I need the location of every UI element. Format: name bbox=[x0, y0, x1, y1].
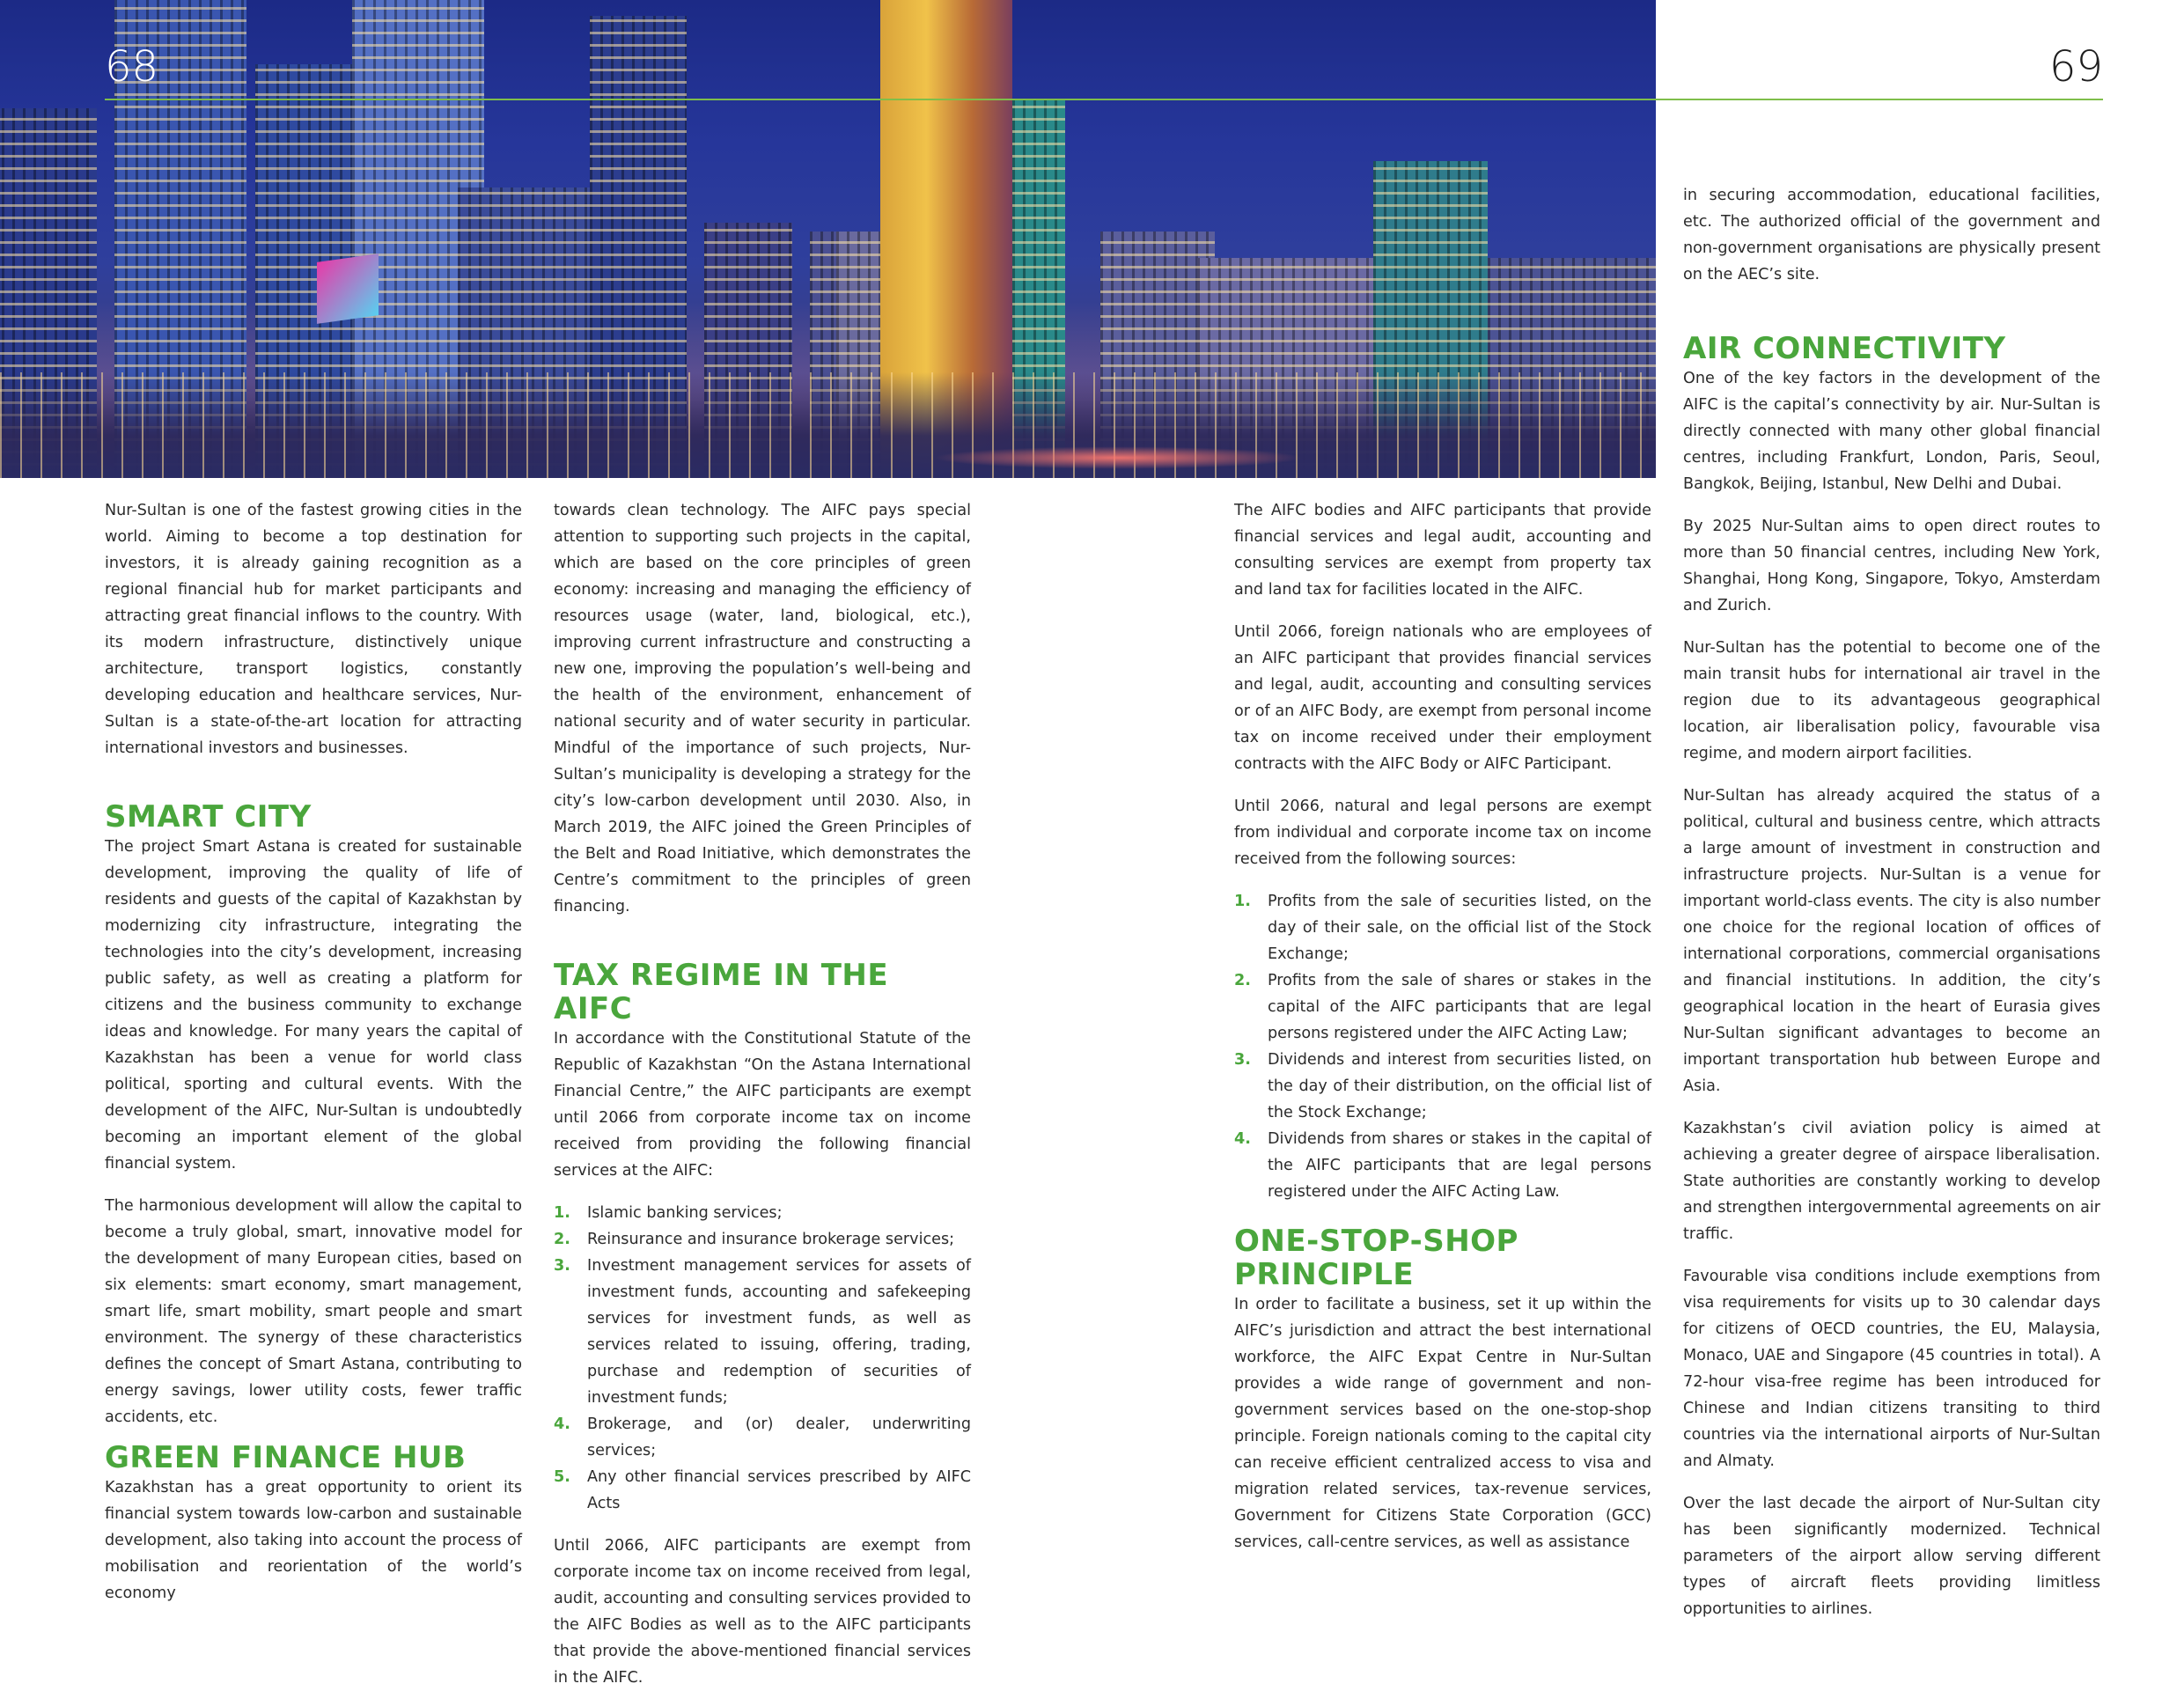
air-paragraph-4: Nur-Sultan has already acquired the status of a political, cultural and business centre, which attracts a large amount of investment in construction and infrastructure projects. Nur-Sultan is a venue for important world-class events. The city is also number one choice for the regional location of offices of international corporations, commercial organisations and financial institutions. In addition, the city’s geographical location in the heart of Eurasia gives Nur-Sultan significant advantages to become an important transportation hub between Europe and Asia. bbox=[1683, 787, 2100, 1095]
air-paragraph-2: By 2025 Nur-Sultan aims to open direct routes to more than 50 financial centres, including New York, Shanghai, Hong Kong, Singapore, Tokyo, Amsterdam and Zurich. bbox=[1683, 518, 2100, 614]
smart-city-heading: SMART CITY bbox=[105, 799, 312, 834]
tax-regime-paragraph-2: Until 2066, AIFC participants are exempt from corporate income tax on income received from legal, audit, accounting and consulting services provided to the AIFC Bodies as well as to the AIFC participants that provide the above-mentioned financial services in the AIFC. bbox=[554, 1537, 971, 1687]
list-item: 1. Profits from the sale of securities listed, on the day of their sale, on the official list of the Stock Exchange; bbox=[1234, 893, 1651, 963]
list-item: 2. Reinsurance and insurance brokerage services; bbox=[554, 1231, 955, 1248]
air-paragraph-7: Over the last decade the airport of Nur-Sultan city has been significantly modernized. Technical parameters of the airport allow serving different types of aircraft fleets providing limitless opportunities to airlines. bbox=[1683, 1495, 2100, 1618]
air-connectivity-heading: AIR CONNECTIVITY bbox=[1683, 331, 2006, 366]
smart-city-paragraph-2: The harmonious development will allow the capital to become a truly global, smart, innovative model for the development of many European cities, based on six elements: smart economy, smart management, smart life, smart mobility, smart people and smart environment. The synergy of these characteristics defines the concept of Smart Astana, contributing to energy savings, lower utility costs, fewer traffic accidents, etc. bbox=[105, 1197, 522, 1426]
list-item: 1. Islamic banking services; bbox=[554, 1204, 783, 1222]
one-stop-shop-paragraph: In order to facilitate a business, set it up within the AIFC’s jurisdiction and attract the best international workforce, the AIFC Expat Centre in Nur-Sultan provides a wide range of government and non-government services based on the one-stop-shop principle. Foreign nationals coming to the capital city can receive efficient centralized access to visa and migration related services, tax-revenue services, Government for Citizens State Corporation (GCC) services, call-centre services, as well as assistance bbox=[1234, 1296, 1651, 1551]
column-2 bbox=[554, 497, 971, 1691]
intro-paragraph: Nur-Sultan is one of the fastest growing cities in the world. Aiming to become a top destination for investors, it is already gaining recognition as a regional financial hub for market participants and attracting great financial inflows to the country. With its modern infrastructure, distinctively unique architecture, transport logistics, constantly developing education and healthcare services, Nur-Sultan is a state-of-the-art location for attracting international investors and businesses. bbox=[105, 502, 522, 757]
list-item: 3. Investment management services for assets of investment funds, accounting and safekeeping services for investment funds, as well as services related to issuing, offering, trading, purchase and redemption of securities of investment funds; bbox=[554, 1257, 971, 1407]
page-number-right: 69 bbox=[2048, 42, 2103, 92]
hero-street-lights bbox=[0, 372, 1656, 478]
green-finance-heading: GREEN FINANCE HUB bbox=[105, 1440, 467, 1475]
personal-income-tax-paragraph: Until 2066, foreign nationals who are employees of an AIFC participant that provides financial services and legal, audit, accounting and consulting services or of an AIFC Body, are exempt from personal income tax on income received under their employment contracts with the AIFC Body or AIFC Participant. bbox=[1234, 623, 1651, 773]
hero-billboard bbox=[317, 254, 379, 324]
air-paragraph-3: Nur-Sultan has the potential to become one of the main transit hubs for international air travel in the region due to its advantageous geographical location, air liberalisation policy, favourable visa regime, and modern airport facilities. bbox=[1683, 639, 2100, 762]
green-finance-paragraph: Kazakhstan has a great opportunity to orient its financial system towards low-carbon and sustainable development, also taking into account the process of mobilisation and reorientation of the world’s economy bbox=[105, 1479, 522, 1602]
column-1 bbox=[105, 497, 522, 1606]
air-paragraph-6: Favourable visa conditions include exemptions from visa requirements for visits up to 30 calendar days for citizens of OECD countries, the EU, Malaysia, Monaco, UAE and Singapore (45 countries in total). A 72-hour visa-free regime has been introduced for Chinese and Indian citizens transiting to third countries via the international airports of Nur-Sultan and Almaty. bbox=[1683, 1268, 2100, 1470]
list-item: 4. Brokerage, and (or) dealer, underwriting services; bbox=[554, 1415, 971, 1459]
list-item: 5. Any other financial services prescribed by AIFC Acts bbox=[554, 1468, 971, 1512]
page-number-left: 68 bbox=[105, 42, 159, 92]
column-4 bbox=[1683, 182, 2100, 1622]
income-sources-list bbox=[1234, 888, 1651, 1205]
list-item: 4. Dividends from shares or stakes in the capital of the AIFC participants that are legal persons registered under the AIFC Acting Law. bbox=[1234, 1130, 1651, 1201]
one-stop-shop-paragraph-cont: in securing accommodation, educational facilities, etc. The authorized official of the government and non-government organisations are physically present on the AEC’s site. bbox=[1683, 187, 2100, 283]
green-finance-paragraph-cont: towards clean technology. The AIFC pays special attention to supporting such projects in the capital, which are based on the core principles of green economy: increasing and managing the efficiency of resources usage (water, land, biological, etc.), improving current infrastructure and constructing a new one, improving the population’s well-being and the health of the environment, enhancement of national security and of water security in particular. Mindful of the importance of such projects, Nur-Sultan’s municipality is developing a strategy for the city’s low-carbon development until 2030. Also, in March 2019, the AIFC joined the Green Principles of the Belt and Road Initiative, which demonstrates the Centre’s commitment to the principles of green financing. bbox=[554, 502, 971, 915]
header-rule bbox=[105, 99, 2103, 100]
air-paragraph-5: Kazakhstan’s civil aviation policy is aimed at achieving a greater degree of airspace liberalisation. State authorities are constantly working to develop and strengthen intergovernmental agreements on air traffic. bbox=[1683, 1120, 2100, 1243]
hero-cityscape-image bbox=[0, 0, 1656, 478]
column-3 bbox=[1234, 497, 1651, 1555]
one-stop-shop-heading: ONE-STOP-SHOP PRINCIPLE bbox=[1234, 1224, 1519, 1292]
tax-services-list bbox=[554, 1200, 971, 1517]
property-tax-paragraph: The AIFC bodies and AIFC participants that provide financial services and legal audit, accounting and consulting services are exempt from property tax and land tax for facilities located in the AIFC. bbox=[1234, 502, 1651, 599]
smart-city-paragraph-1: The project Smart Astana is created for sustainable development, improving the quality of life of residents and guests of the capital of Kazakhstan by modernizing city infrastructure, integrating the technologies into the city’s development, increasing public safety, as well as creating a platform for citizens and the business community to exchange ideas and knowledge. For many years the capital of Kazakhstan has been a venue for world class political, sporting and cultural events. With the development of the AIFC, Nur-Sultan is undoubtedly becoming an important element of the global financial system. bbox=[105, 838, 522, 1173]
list-item: 2. Profits from the sale of shares or stakes in the capital of the AIFC participants that are legal persons registered under the AIFC Acting Law; bbox=[1234, 972, 1651, 1042]
tax-regime-heading: TAX REGIME IN THE AIFC bbox=[554, 958, 889, 1026]
tax-regime-paragraph-1: In accordance with the Constitutional Statute of the Republic of Kazakhstan “On the Astana International Financial Centre,” the AIFC participants are exempt until 2066 from corporate income tax on income received from providing the following financial services at the AIFC: bbox=[554, 1030, 971, 1180]
air-paragraph-1: One of the key factors in the development of the AIFC is the capital’s connectivity by air. Nur-Sultan is directly connected with many other global financial centres, including Frankfurt, London, Paris, Seoul, Bangkok, Beijing, Istanbul, New Delhi and Dubai. bbox=[1683, 370, 2100, 493]
list-item: 3. Dividends and interest from securities listed, on the day of their distribution, on the official list of the Stock Exchange; bbox=[1234, 1051, 1651, 1121]
income-sources-paragraph: Until 2066, natural and legal persons are exempt from individual and corporate income tax on income received from the following sources: bbox=[1234, 798, 1651, 868]
hero-road-glow bbox=[933, 446, 1303, 469]
